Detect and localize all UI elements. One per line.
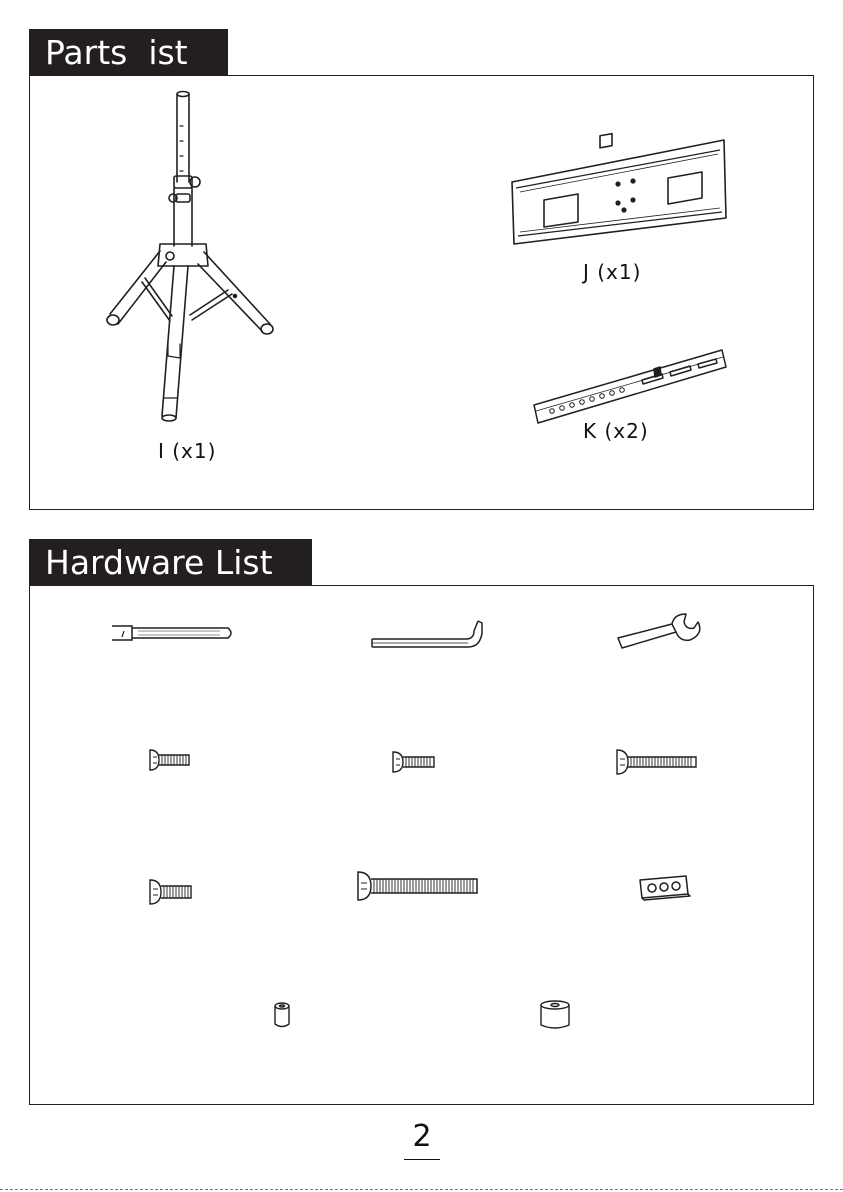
mounting-arm-icon <box>530 345 730 427</box>
extra-long-screw-icon <box>355 870 479 902</box>
large-spacer-icon <box>538 999 572 1031</box>
part-i-label: I (x1) <box>158 439 217 463</box>
page-number-underline <box>404 1159 440 1160</box>
short-screw-icon <box>147 748 191 772</box>
page-number: 2 <box>412 1119 432 1154</box>
allen-key-icon <box>370 617 482 651</box>
short-screw-icon <box>390 750 436 774</box>
part-k-label: K (x2) <box>583 419 649 443</box>
three-hole-spacer-plate-icon <box>636 872 692 902</box>
wall-plate-icon <box>508 148 728 248</box>
hardware-list-title: Hardware List <box>29 539 312 585</box>
short-screw-icon <box>147 878 193 906</box>
cable-tie-icon <box>110 622 235 644</box>
parts-list-title: Parts ist <box>29 29 228 75</box>
wrench-icon <box>614 612 704 654</box>
part-j-label: J (x1) <box>583 260 642 284</box>
long-screw-icon <box>614 748 698 776</box>
bottom-dashed-rule <box>0 1189 843 1190</box>
hardware-list-panel <box>29 585 814 1105</box>
small-spacer-icon <box>272 1001 292 1029</box>
tripod-stand-icon <box>100 86 290 436</box>
